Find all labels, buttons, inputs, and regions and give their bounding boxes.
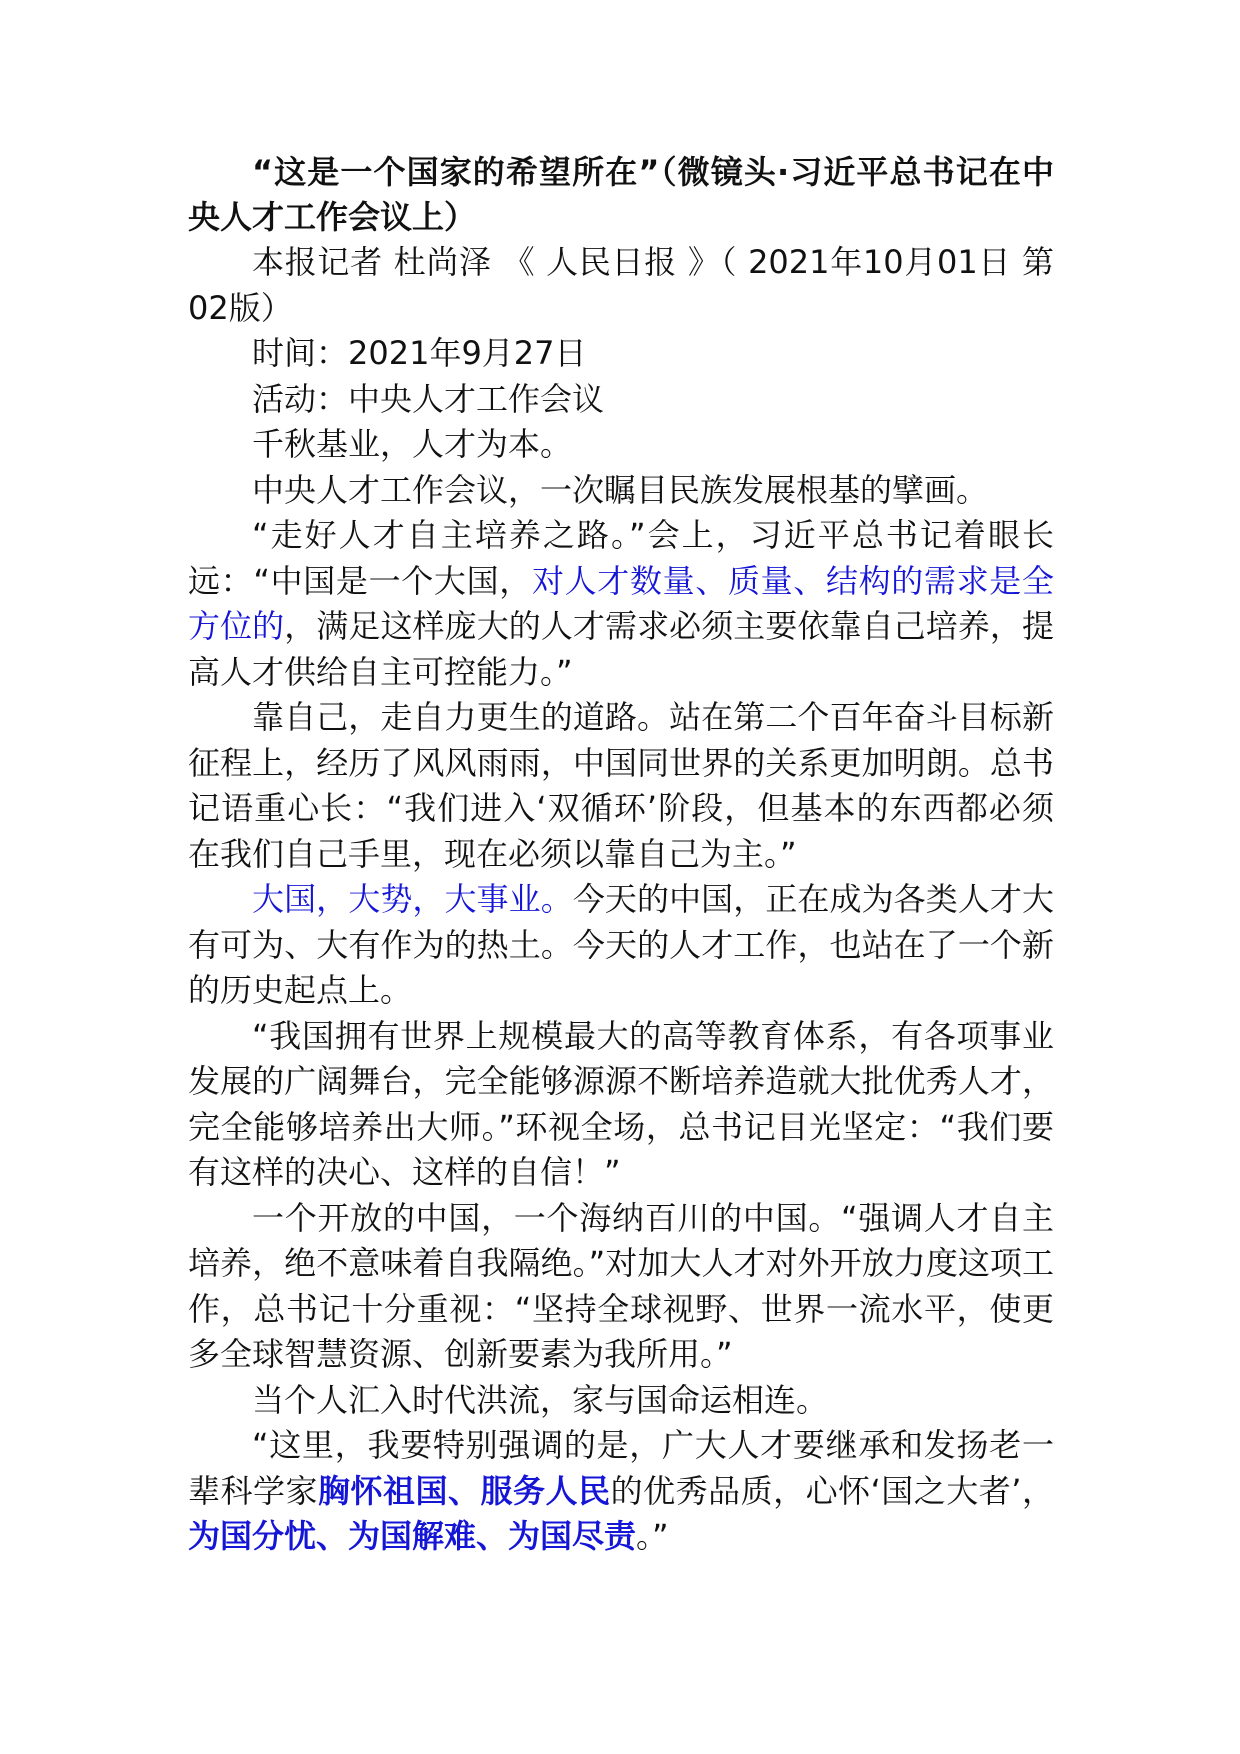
paragraph bbox=[188, 513, 1054, 695]
article-page bbox=[188, 150, 1054, 1560]
paragraph-text: ，满足这样庞大的人才需求必须主要依靠自己培养，提高人才供给自主可控能力。” bbox=[188, 607, 1054, 691]
paragraph-text: “这里，我要特别强调的是，广大人才要继承和发扬老一辈科学家 bbox=[188, 1426, 1054, 1510]
paragraph-text: 的优秀品质，心怀‘国之大者’， bbox=[610, 1471, 1054, 1510]
paragraph: 靠自己，走自力更生的道路。站在第二个百年奋斗目标新征程上，经历了风风雨雨，中国同世界的关系更加明朗。总书记语重心长：“我们进入‘双循环’阶段，但基本的东西都必须在我们自己手里，现在必须以靠自己为主。” bbox=[188, 698, 1054, 873]
paragraph: “我国拥有世界上规模最大的高等教育体系，有各项事业发展的广阔舞台，完全能够源源不断培养造就大批优秀人才，完全能够培养出大师。”环视全场，总书记目光坚定：“我们要有这样的决心、这样的自信！” bbox=[188, 1016, 1054, 1191]
article-byline: 本报记者 杜尚泽 《 人民日报 》（ 2021年10月01日 第02版） bbox=[188, 243, 1054, 327]
highlighted-bold-text: 胸怀祖国、服务人民 bbox=[318, 1471, 611, 1510]
article-time: 时间：2021年9月27日 bbox=[252, 334, 587, 372]
paragraph: 中央人才工作会议，一次瞩目民族发展根基的擘画。 bbox=[252, 470, 989, 509]
paragraph bbox=[188, 877, 1054, 1014]
paragraph-text: 。” bbox=[636, 1517, 669, 1555]
paragraph-text: 今天的中国，正在成为各类人才大有可为、大有作为的热土。今天的人才工作，也站在了一个新的历史起点上。 bbox=[188, 880, 1054, 1009]
highlighted-text: 大国，大势，大事业。 bbox=[252, 880, 573, 918]
paragraph: 千秋基业，人才为本。 bbox=[252, 425, 573, 463]
article-title: “这是一个国家的希望所在”（微镜头·习近平总书记在中央人才工作会议上） bbox=[188, 153, 1054, 236]
article-activity: 活动：中央人才工作会议 bbox=[252, 379, 605, 418]
paragraph bbox=[188, 1423, 1054, 1560]
highlighted-text: 对人才数量、质量、结构的需求是全方位的 bbox=[188, 561, 1054, 645]
paragraph: 当个人汇入时代洪流，家与国命运相连。 bbox=[252, 1380, 829, 1419]
highlighted-bold-text: 为国分忧、为国解难、为国尽责 bbox=[188, 1517, 637, 1555]
paragraph-text: “走好人才自主培养之路。”会上，习近平总书记着眼长远：“中国是一个大国， bbox=[188, 516, 1054, 600]
paragraph: 一个开放的中国，一个海纳百川的中国。“强调人才自主培养，绝不意味着自我隔绝。”对加大人才对外开放力度这项工作，总书记十分重视：“坚持全球视野、世界一流水平，使更多全球智慧资源、创新要素为我所用。” bbox=[188, 1198, 1054, 1373]
